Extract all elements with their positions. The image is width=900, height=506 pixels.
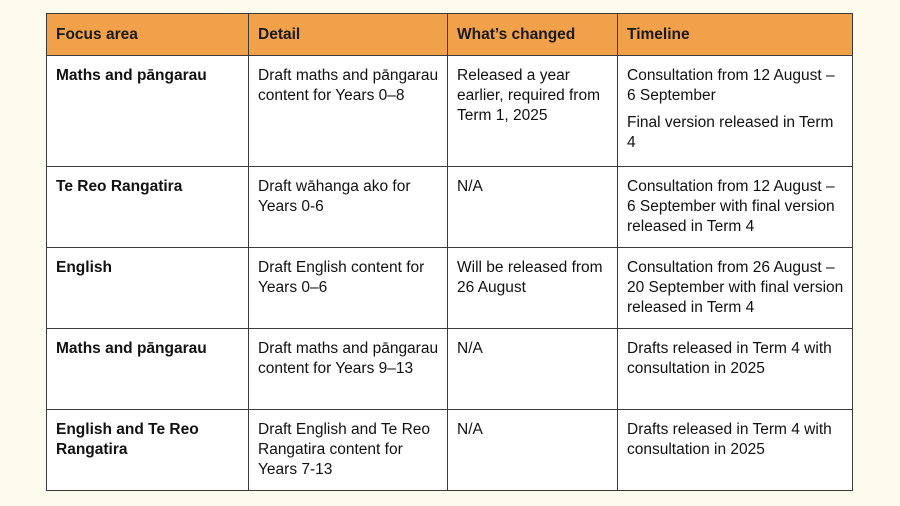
header-whats-changed: What’s changed [448, 14, 618, 56]
table-row [47, 410, 853, 491]
timeline-text: Drafts released in Term 4 with consultation in 2025 [627, 340, 832, 377]
whats-changed-cell: N/A [448, 167, 618, 248]
timeline-cell [618, 410, 853, 491]
whats-changed-cell: Released a year earlier, required from Term 1, 2025 [448, 56, 618, 167]
header-timeline: Timeline [618, 14, 853, 56]
whats-changed-cell: N/A [448, 329, 618, 410]
table-row [47, 329, 853, 410]
detail-cell: Draft wāhanga ako for Years 0-6 [249, 167, 448, 248]
timeline-text: Final version released in Term 4 [627, 114, 834, 151]
timeline-text: Drafts released in Term 4 with consultation in 2025 [627, 421, 832, 458]
header-focus-area: Focus area [47, 14, 249, 56]
detail-cell: Draft English content for Years 0–6 [249, 248, 448, 329]
timeline-text: Consultation from 26 August – 20 September with final version released in Term 4 [627, 259, 844, 316]
table-header-row [47, 14, 853, 56]
focus-area-cell: Maths and pāngarau [47, 329, 249, 410]
table-row [47, 167, 853, 248]
timeline-text: Consultation from 12 August – 6 September [627, 67, 835, 104]
focus-area-cell: Te Reo Rangatira [47, 167, 249, 248]
timeline-cell [618, 167, 853, 248]
whats-changed-cell: Will be released from 26 August [448, 248, 618, 329]
detail-cell: Draft English and Te Reo Rangatira content for Years 7-13 [249, 410, 448, 491]
detail-cell: Draft maths and pāngarau content for Years 0–8 [249, 56, 448, 167]
header-detail: Detail [249, 14, 448, 56]
focus-area-cell: English [47, 248, 249, 329]
table-row [47, 56, 853, 167]
timeline-cell [618, 329, 853, 410]
timeline-cell [618, 56, 853, 167]
focus-area-cell: English and Te Reo Rangatira [47, 410, 249, 491]
curriculum-table-container [46, 13, 852, 491]
detail-cell: Draft maths and pāngarau content for Years 9–13 [249, 329, 448, 410]
whats-changed-cell: N/A [448, 410, 618, 491]
curriculum-table [46, 13, 853, 491]
timeline-text: Consultation from 12 August – 6 September with final version released in Term 4 [627, 178, 835, 235]
table-row [47, 248, 853, 329]
timeline-cell [618, 248, 853, 329]
focus-area-cell: Maths and pāngarau [47, 56, 249, 167]
